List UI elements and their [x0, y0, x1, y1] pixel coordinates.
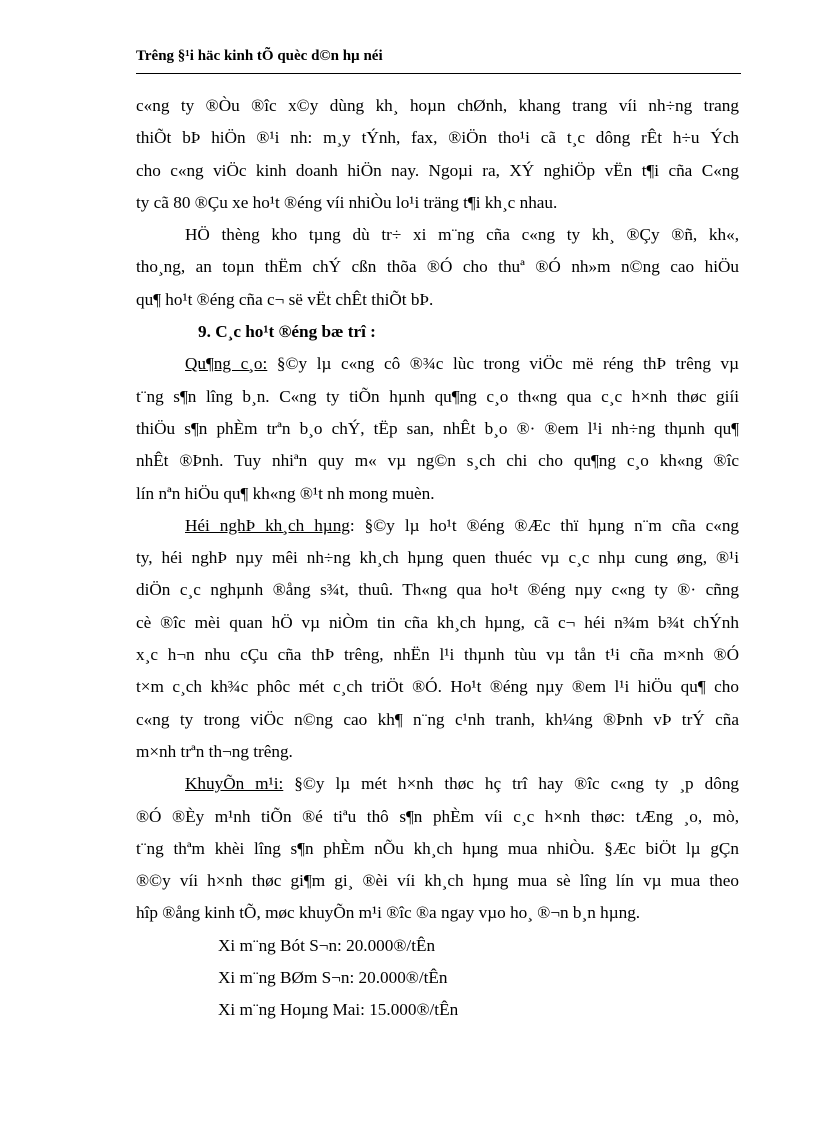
price-item-bim-son: Xi m¨ng BØm S¬n: 20.000®/tÊn [218, 968, 448, 988]
conference-line-5: x¸c h¬n nhu cÇu cña thÞ trêng, nhËn l¹i thµnh tùu vµ tån t¹i cña m×nh ®Ó [136, 645, 739, 665]
advertising-line-5: lín nªn hiÖu qu¶ kh«ng ®¹t nh mong muèn. [136, 483, 435, 503]
advertising-line-3: thiÖu s¶n phÈm trªn b¸o chÝ, tËp san, nhÊt b¸o ®· ®em l¹i nh÷ng thµnh qu¶ [136, 418, 739, 438]
conference-line-1 [136, 510, 739, 542]
paragraph-1-line-1: c«ng ty ®Òu ®îc x©y dùng kh¸ hoµn chØnh, khang trang víi nh÷ng trang [136, 96, 739, 115]
conference-line-6: t×m c¸ch kh¾c phôc mét c¸ch triÖt ®Ó. Ho¹t ®éng nµy ®em l¹i hiÖu qu¶ cho [136, 677, 739, 697]
promotion-line-5: hîp ®ång kinh tÕ, møc khuyÕn m¹i ®îc ®a ngay vµo ho¸ ®¬n b¸n hµng. [136, 903, 641, 923]
promotion-line-2: ®Ó ®Èy m¹nh tiÕn ®é tiªu thô s¶n phÈm víi c¸c h×nh thøc: tÆng ¸o, mò, [136, 806, 739, 826]
advertising-line-1-text: §©y lµ c«ng cô ®¾c lùc trong viÖc më réng thÞ trêng vµ [276, 354, 739, 374]
advertising-line-1 [136, 348, 739, 380]
conference-title: Héi nghÞ kh¸ch hµng [185, 515, 350, 535]
conference-line-4: cè ®îc mèi quan hÖ vµ niÒm tin cña kh¸ch hµng, cã c¬ héi n¾m b¾t chÝnh [136, 612, 739, 632]
conference-line-2: ty, héi nghÞ nµy mêi nh÷ng kh¸ch hµng quen thuéc vµ c¸c nhµ cung øng, ®¹i [136, 548, 739, 568]
section-9-heading: 9. C¸c ho¹t ®éng bæ trî : [198, 322, 376, 342]
conference-line-1-text: : §©y lµ ho¹t ®éng ®Æc thï hµng n¨m cña c«ng [349, 515, 739, 535]
paragraph-2-line-3: qu¶ ho¹t ®éng cña c¬ së vËt chÊt thiÕt bÞ. [136, 289, 434, 309]
paragraph-1-line-3: cho c«ng viÖc kinh doanh hiÖn nay. Ngoµi ra, XÝ nghiÖp vËn t¶i cña C«ng [136, 160, 739, 180]
paragraph-1-line-4: ty cã 80 ®Çu xe ho¹t ®éng víi nhiÒu lo¹i träng t¶i kh¸c nhau. [136, 192, 558, 212]
promotion-line-4: ®©y víi h×nh thøc gi¶m gi¸ ®èi víi kh¸ch hµng mua sè lîng lín vµ mua theo [136, 871, 739, 891]
conference-line-3: diÖn c¸c nghµnh ®ång s¾t, thuû. Th«ng qua ho¹t ®éng nµy c«ng ty ®· cñng [136, 580, 739, 600]
paragraph-2-line-1: HÖ thèng kho tµng dù tr÷ xi m¨ng cña c«ng ty kh¸ ®Çy ®ñ, kh«, [185, 225, 739, 245]
advertising-line-2: t¨ng s¶n lîng b¸n. C«ng ty tiÕn hµnh qu¶ng c¸o th«ng qua c¸c h×nh thøc giíi [136, 386, 739, 406]
advertising-title: Qu¶ng c¸o: [185, 354, 268, 374]
page-header-title: Trêng §¹i häc kinh tÕ quèc d©n hµ néi [136, 48, 383, 64]
conference-line-7: c«ng ty trong viÖc n©ng cao kh¶ n¨ng c¹nh tranh, kh¼ng ®Þnh vÞ trÝ cña [136, 709, 739, 729]
conference-line-8: m×nh trªn th¬ng trêng. [136, 741, 293, 761]
price-item-hoang-mai: Xi m¨ng Hoµng Mai: 15.000®/tÊn [218, 1000, 459, 1020]
price-item-but-son: Xi m¨ng Bót S¬n: 20.000®/tÊn [218, 935, 436, 955]
promotion-line-1 [136, 768, 739, 800]
paragraph-1-line-2: thiÕt bÞ hiÖn ®¹i nh: m¸y tÝnh, fax, ®iÖn tho¹i cã t¸c dông rÊt h÷u Ých [136, 128, 739, 148]
promotion-title: KhuyÕn m¹i: [185, 774, 284, 794]
paragraph-2-line-2: tho¸ng, an toµn thËm chÝ cßn thõa ®Ó cho thuª ®Ó nh»m n©ng cao hiÖu [136, 257, 739, 277]
promotion-line-1-text: §©y lµ mét h×nh thøc hç trî hay ®îc c«ng ty ¸p dông [294, 774, 739, 794]
advertising-line-4: nhÊt ®Þnh. Tuy nhiªn quy m« vµ ng©n s¸ch chi cho qu¶ng c¸o kh«ng ®îc [136, 451, 739, 471]
document-body [136, 90, 739, 1027]
header-divider [136, 73, 741, 74]
promotion-line-3: t¨ng thªm khèi lîng s¶n phÈm nÕu kh¸ch hµng mua nhiÒu. §Æc biÖt lµ gÇn [136, 838, 739, 858]
